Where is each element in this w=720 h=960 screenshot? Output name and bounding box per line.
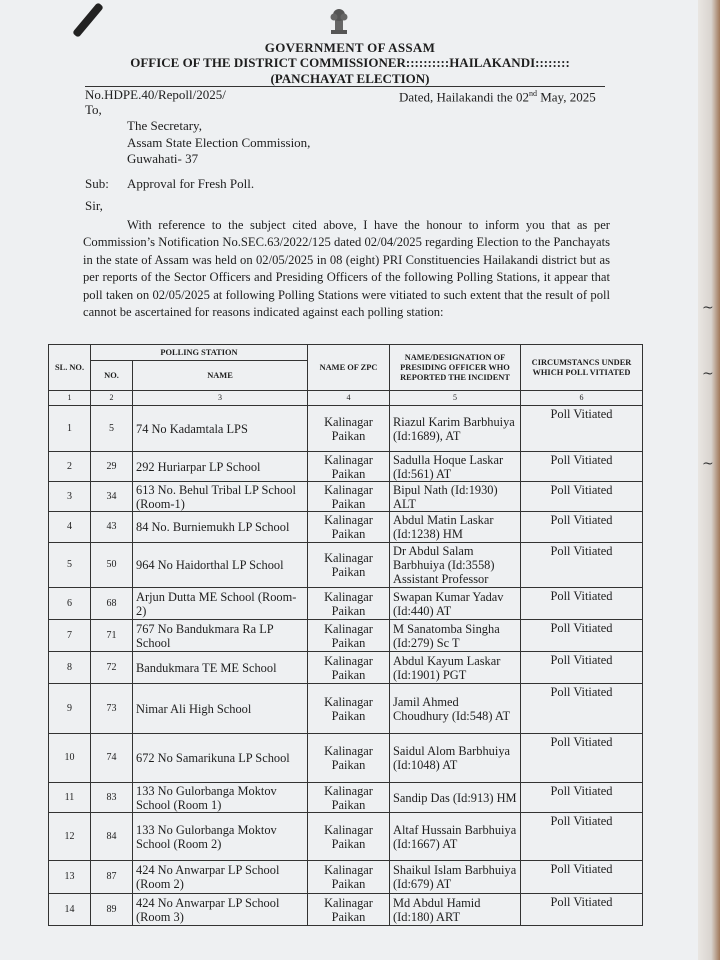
row-ps-number: 71 bbox=[91, 620, 133, 652]
row-ps-name: 74 No Kadamtala LPS bbox=[133, 406, 308, 452]
index-cell: 5 bbox=[390, 391, 521, 406]
index-cell: 6 bbox=[521, 391, 643, 406]
row-ps-number: 89 bbox=[91, 894, 133, 926]
row-sl-number: 3 bbox=[49, 482, 91, 512]
row-ps-number: 72 bbox=[91, 652, 133, 684]
index-cell: 3 bbox=[133, 391, 308, 406]
table-row bbox=[49, 894, 643, 926]
row-ps-name: 613 No. Behul Tribal LP School (Room-1) bbox=[133, 482, 308, 512]
addressee-line-2: Assam State Election Commission, bbox=[127, 135, 311, 150]
body-paragraph: With reference to the subject cited above, I have the honour to inform you that as per Commission’s Notification No.SEC.63/2022/125 dated 02/04/2025 regarding Election to the Panchayats in the state of Assam was held on 02/05/2025 in 08 (eight) PRI Constituencies Hailakandi district but as per reports of the Sector Officers and Presiding Officers of the following Polling Stations, it appear that poll taken on 02/05/2025 at following Polling Stations were vitiated to such extent that the result of poll cannot be ascertained for reasons indicated against each polling station: bbox=[83, 218, 610, 320]
table-row bbox=[49, 861, 643, 894]
row-sl-number: 4 bbox=[49, 512, 91, 543]
row-circumstance: Poll Vitiated bbox=[521, 452, 643, 482]
edge-mark: ~ bbox=[702, 366, 714, 382]
row-zpc: Kalinagar Paikan bbox=[308, 482, 390, 512]
table-row bbox=[49, 512, 643, 543]
header-circumstances: CIRCUMSTANCS UNDER WHICH POLL VITIATED bbox=[521, 345, 643, 391]
table-row bbox=[49, 406, 643, 452]
reference-number: No.HDPE.40/Repoll/2025/ bbox=[85, 87, 226, 102]
row-presiding-officer: Abdul Kayum Laskar (Id:1901) PGT bbox=[390, 652, 521, 684]
row-ps-name: 672 No Samarikuna LP School bbox=[133, 734, 308, 783]
row-zpc: Kalinagar Paikan bbox=[308, 452, 390, 482]
table-row bbox=[49, 734, 643, 783]
row-zpc: Kalinagar Paikan bbox=[308, 588, 390, 620]
row-sl-number: 7 bbox=[49, 620, 91, 652]
state-emblem-icon bbox=[328, 6, 350, 36]
edge-mark: ~ bbox=[702, 300, 714, 316]
index-cell: 1 bbox=[49, 391, 91, 406]
row-ps-name: 133 No Gulorbanga Moktov School (Room 2) bbox=[133, 813, 308, 861]
row-ps-name: 964 No Haidorthal LP School bbox=[133, 543, 308, 588]
header-zpc: NAME OF ZPC bbox=[308, 345, 390, 391]
row-circumstance: Poll Vitiated bbox=[521, 652, 643, 684]
row-circumstance: Poll Vitiated bbox=[521, 734, 643, 783]
row-zpc: Kalinagar Paikan bbox=[308, 684, 390, 734]
table-row bbox=[49, 684, 643, 734]
row-presiding-officer: Saidul Alom Barbhuiya (Id:1048) AT bbox=[390, 734, 521, 783]
row-ps-name: 84 No. Burniemukh LP School bbox=[133, 512, 308, 543]
header-polling-station: POLLING STATION bbox=[91, 345, 308, 361]
header-office: OFFICE OF THE DISTRICT COMMISSIONER::::::::::HAILAKANDI:::::::: bbox=[130, 55, 570, 70]
row-sl-number: 10 bbox=[49, 734, 91, 783]
row-ps-number: 68 bbox=[91, 588, 133, 620]
to-label: To, bbox=[85, 102, 102, 117]
row-ps-number: 74 bbox=[91, 734, 133, 783]
table-row bbox=[49, 452, 643, 482]
header-sl-no: SL. NO. bbox=[49, 345, 91, 391]
index-cell: 2 bbox=[91, 391, 133, 406]
row-zpc: Kalinagar Paikan bbox=[308, 620, 390, 652]
row-circumstance: Poll Vitiated bbox=[521, 684, 643, 734]
addressee-line-3: Guwahati- 37 bbox=[127, 151, 199, 166]
row-presiding-officer: Riazul Karim Barbhuiya (Id:1689), AT bbox=[390, 406, 521, 452]
row-zpc: Kalinagar Paikan bbox=[308, 652, 390, 684]
row-ps-number: 50 bbox=[91, 543, 133, 588]
row-sl-number: 2 bbox=[49, 452, 91, 482]
background-edge bbox=[698, 0, 720, 960]
row-circumstance: Poll Vitiated bbox=[521, 482, 643, 512]
row-presiding-officer: Swapan Kumar Yadav (Id:440) AT bbox=[390, 588, 521, 620]
row-zpc: Kalinagar Paikan bbox=[308, 512, 390, 543]
row-zpc: Kalinagar Paikan bbox=[308, 543, 390, 588]
pen-object bbox=[72, 2, 104, 38]
row-sl-number: 1 bbox=[49, 406, 91, 452]
table-row bbox=[49, 813, 643, 861]
salutation: Sir, bbox=[85, 198, 103, 213]
row-ps-name: 292 Huriarpar LP School bbox=[133, 452, 308, 482]
row-zpc: Kalinagar Paikan bbox=[308, 734, 390, 783]
row-circumstance: Poll Vitiated bbox=[521, 620, 643, 652]
row-sl-number: 12 bbox=[49, 813, 91, 861]
row-zpc: Kalinagar Paikan bbox=[308, 861, 390, 894]
row-ps-name: 133 No Gulorbanga Moktov School (Room 1) bbox=[133, 783, 308, 813]
row-ps-number: 73 bbox=[91, 684, 133, 734]
index-cell: 4 bbox=[308, 391, 390, 406]
table-row bbox=[49, 652, 643, 684]
row-ps-name: 424 No Anwarpar LP School (Room 3) bbox=[133, 894, 308, 926]
row-zpc: Kalinagar Paikan bbox=[308, 894, 390, 926]
subject-text: Approval for Fresh Poll. bbox=[127, 176, 255, 191]
row-presiding-officer: M Sanatomba Singha (Id:279) Sc T bbox=[390, 620, 521, 652]
subject-label: Sub: bbox=[85, 176, 109, 191]
row-presiding-officer: Sandip Das (Id:913) HM bbox=[390, 783, 521, 813]
row-sl-number: 5 bbox=[49, 543, 91, 588]
row-presiding-officer: Md Abdul Hamid (Id:180) ART bbox=[390, 894, 521, 926]
row-zpc: Kalinagar Paikan bbox=[308, 783, 390, 813]
row-circumstance: Poll Vitiated bbox=[521, 588, 643, 620]
row-sl-number: 8 bbox=[49, 652, 91, 684]
table-row bbox=[49, 783, 643, 813]
row-ps-number: 84 bbox=[91, 813, 133, 861]
row-circumstance: Poll Vitiated bbox=[521, 512, 643, 543]
header-panchayat: (PANCHAYAT ELECTION) bbox=[270, 71, 430, 86]
row-ps-name: Arjun Dutta ME School (Room-2) bbox=[133, 588, 308, 620]
row-ps-number: 83 bbox=[91, 783, 133, 813]
row-sl-number: 14 bbox=[49, 894, 91, 926]
header-ps-no: NO. bbox=[91, 361, 133, 391]
column-index-row bbox=[49, 391, 643, 406]
header-ps-name: NAME bbox=[133, 361, 308, 391]
row-ps-name: 424 No Anwarpar LP School (Room 2) bbox=[133, 861, 308, 894]
row-ps-name: Bandukmara TE ME School bbox=[133, 652, 308, 684]
letter-date: Dated, Hailakandi the 02nd May, 2025 bbox=[399, 89, 596, 105]
row-ps-number: 34 bbox=[91, 482, 133, 512]
row-ps-name: Nimar Ali High School bbox=[133, 684, 308, 734]
row-sl-number: 9 bbox=[49, 684, 91, 734]
addressee-line-1: The Secretary, bbox=[127, 118, 202, 133]
row-presiding-officer: Bipul Nath (Id:1930) ALT bbox=[390, 482, 521, 512]
row-circumstance: Poll Vitiated bbox=[521, 406, 643, 452]
edge-mark: ~ bbox=[702, 456, 714, 472]
row-ps-number: 43 bbox=[91, 512, 133, 543]
row-ps-number: 5 bbox=[91, 406, 133, 452]
row-presiding-officer: Sadulla Hoque Laskar (Id:561) AT bbox=[390, 452, 521, 482]
row-circumstance: Poll Vitiated bbox=[521, 783, 643, 813]
row-presiding-officer: Altaf Hussain Barbhuiya (Id:1667) AT bbox=[390, 813, 521, 861]
row-presiding-officer: Shaikul Islam Barbhuiya (Id:679) AT bbox=[390, 861, 521, 894]
row-ps-name: 767 No Bandukmara Ra LP School bbox=[133, 620, 308, 652]
row-ps-number: 87 bbox=[91, 861, 133, 894]
table-row bbox=[49, 620, 643, 652]
table-row bbox=[49, 543, 643, 588]
row-sl-number: 13 bbox=[49, 861, 91, 894]
row-circumstance: Poll Vitiated bbox=[521, 543, 643, 588]
row-circumstance: Poll Vitiated bbox=[521, 894, 643, 926]
row-presiding-officer: Abdul Matin Laskar (Id:1238) HM bbox=[390, 512, 521, 543]
row-zpc: Kalinagar Paikan bbox=[308, 813, 390, 861]
polling-station-table bbox=[48, 344, 643, 926]
table-row bbox=[49, 588, 643, 620]
table-row bbox=[49, 482, 643, 512]
row-sl-number: 6 bbox=[49, 588, 91, 620]
header-government: GOVERNMENT OF ASSAM bbox=[264, 40, 436, 55]
row-circumstance: Poll Vitiated bbox=[521, 861, 643, 894]
row-presiding-officer: Dr Abdul Salam Barbhuiya (Id:3558) Assistant Professor bbox=[390, 543, 521, 588]
row-sl-number: 11 bbox=[49, 783, 91, 813]
row-circumstance: Poll Vitiated bbox=[521, 813, 643, 861]
row-zpc: Kalinagar Paikan bbox=[308, 406, 390, 452]
row-presiding-officer: Jamil Ahmed Choudhury (Id:548) AT bbox=[390, 684, 521, 734]
row-ps-number: 29 bbox=[91, 452, 133, 482]
header-presiding-officer: NAME/DESIGNATION OF PRESIDING OFFICER WHO REPORTED THE INCIDENT bbox=[390, 345, 521, 391]
